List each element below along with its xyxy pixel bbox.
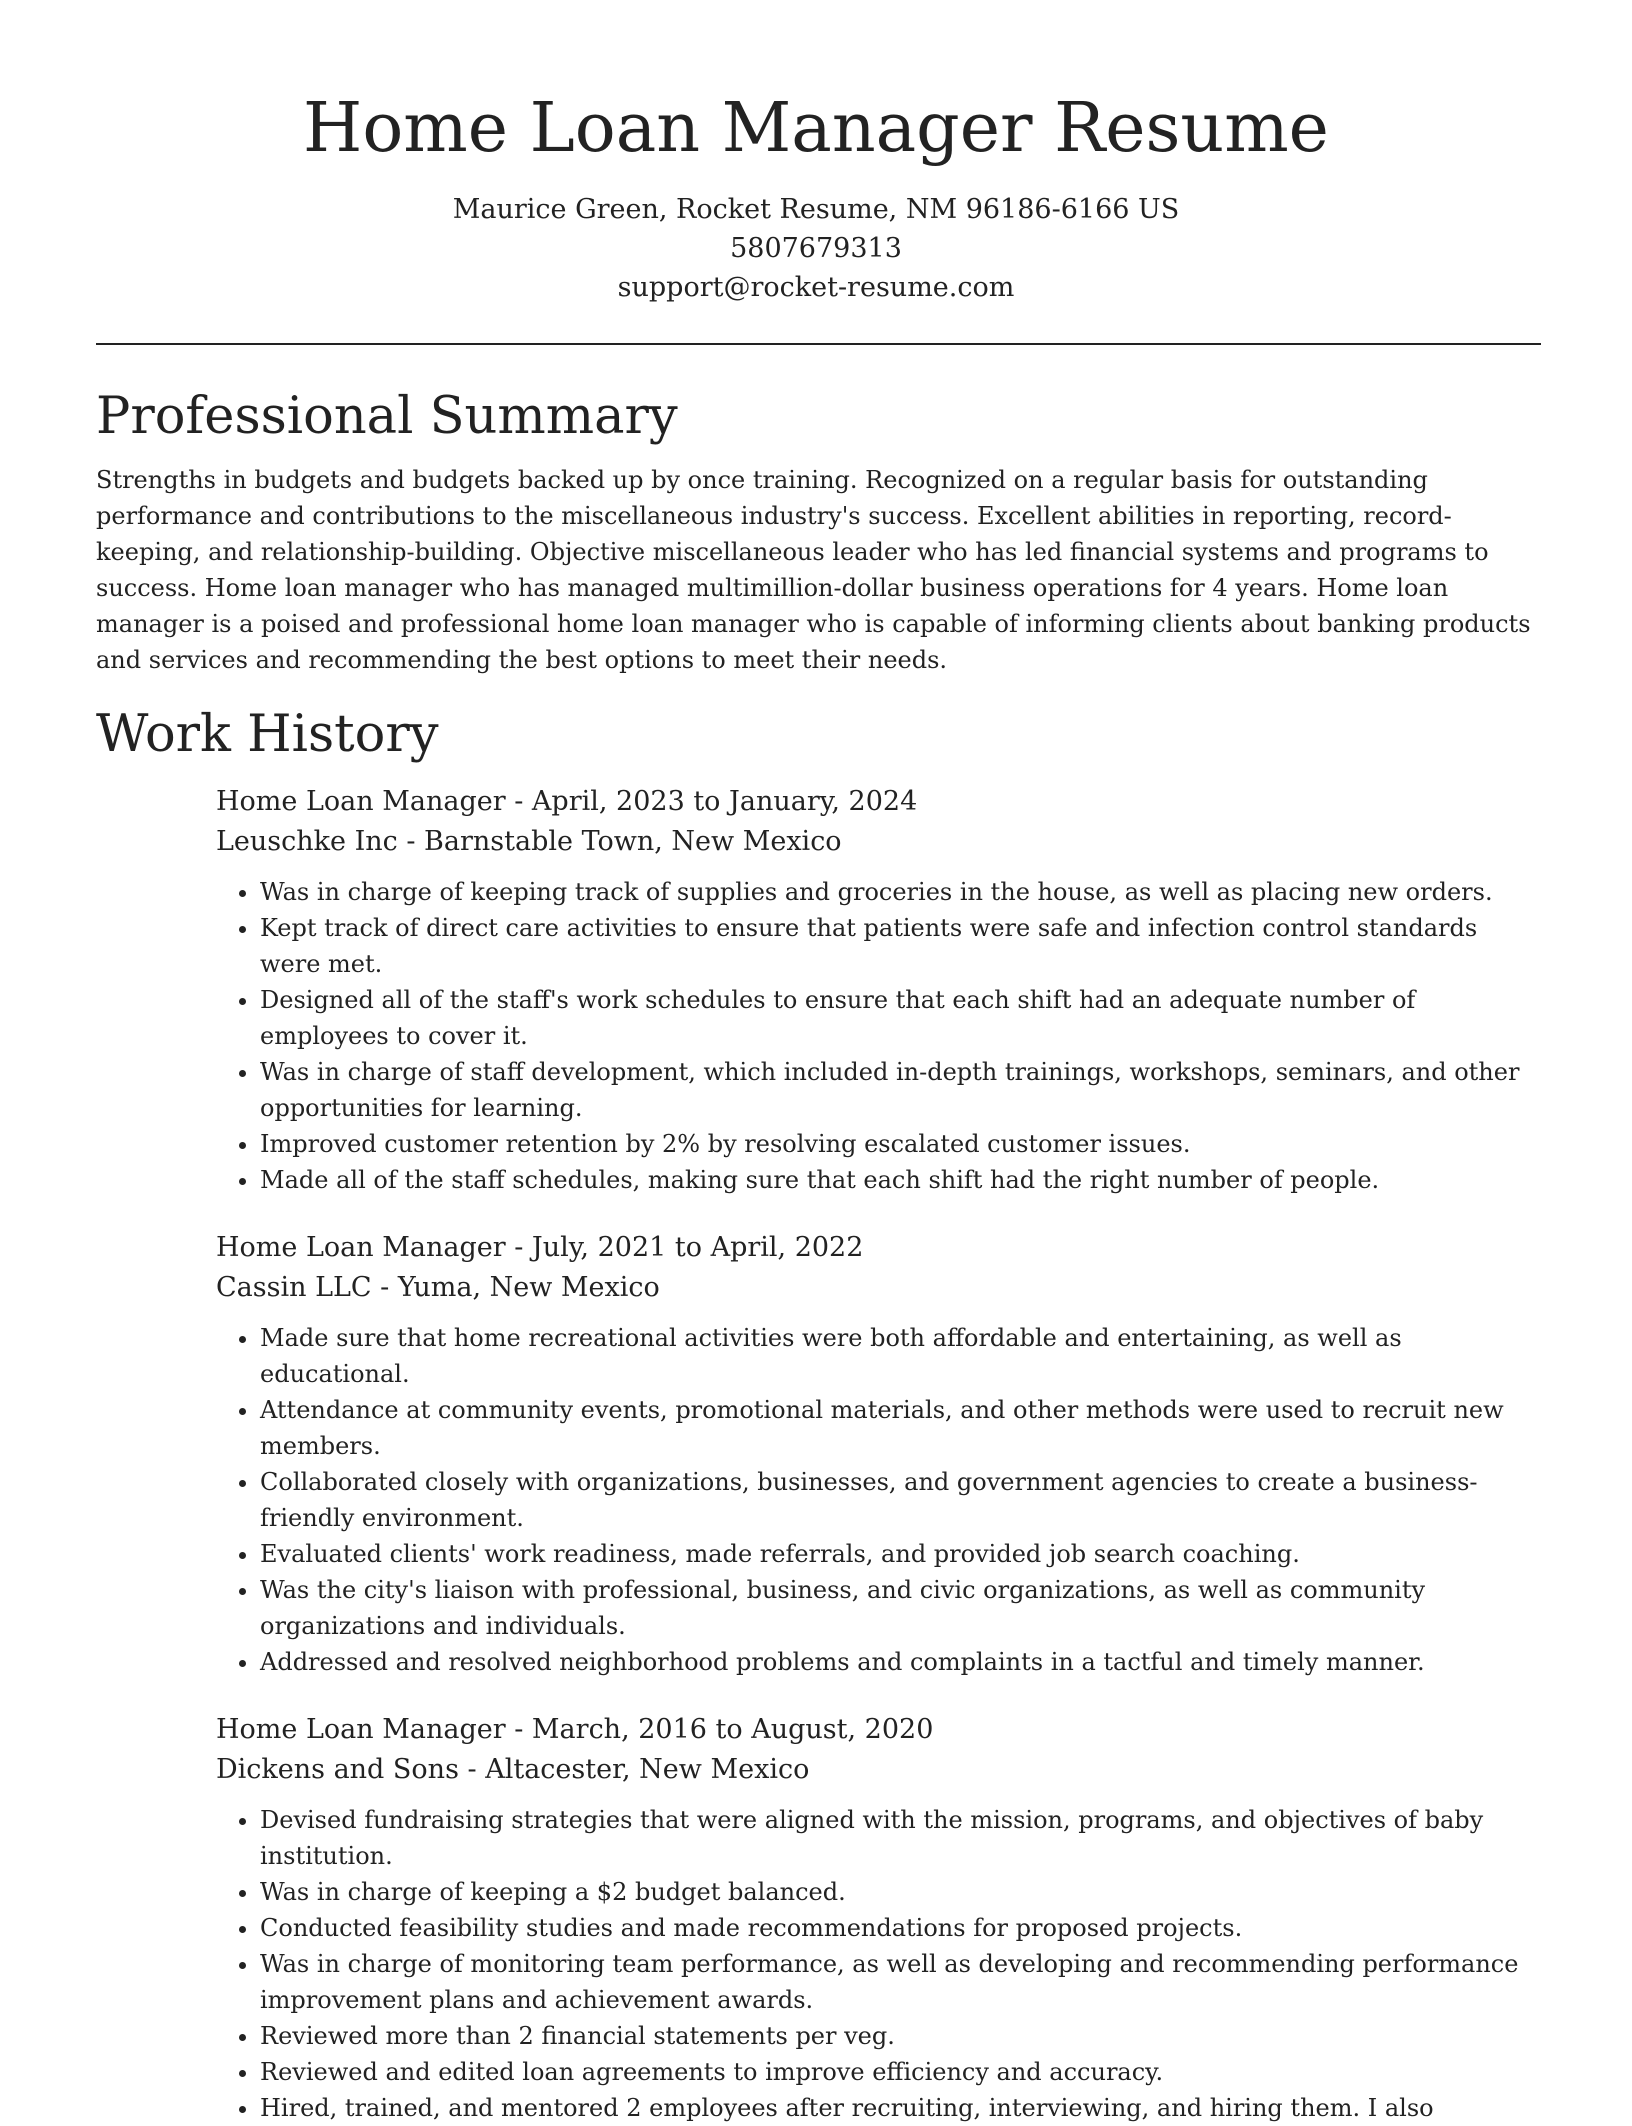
job-bullet: • Evaluated clients' work readiness, made referrals, and provided job search coaching.: [260, 1536, 1541, 1572]
job-bullet: • Devised fundraising strategies that were aligned with the mission, programs, and objectives of baby institution.: [260, 1802, 1541, 1874]
job-bullet: • Was in charge of staff development, which included in-depth trainings, workshops, seminars, and other opportunities for learning.: [260, 1054, 1541, 1126]
job-entry: [216, 782, 1541, 1198]
job-dates: - March, 2016 to August, 2020: [505, 1714, 934, 1745]
job-company-line: [216, 1750, 1541, 1790]
job-location: - Altacester, New Mexico: [458, 1754, 810, 1785]
job-company: Cassin LLC: [216, 1272, 372, 1303]
job-dates: - April, 2023 to January, 2024: [505, 786, 918, 817]
contact-email: support@rocket-resume.com: [617, 272, 1015, 303]
job-bullet: • Reviewed and edited loan agreements to improve efficiency and accuracy.: [260, 2054, 1541, 2090]
job-bullet: • Collaborated closely with organizations, businesses, and government agencies to create a business-friendly environment.: [260, 1464, 1541, 1536]
job-location: - Yuma, New Mexico: [371, 1272, 660, 1303]
resume-header: [0, 0, 1632, 307]
job-title: Home Loan Manager: [216, 786, 506, 817]
job-company: Dickens and Sons: [216, 1754, 459, 1785]
resume-body: [96, 380, 1541, 2126]
job-bullet: • Designed all of the staff's work schedules to ensure that each shift had an adequate number of employees to cover it.: [260, 982, 1541, 1054]
job-bullet: • Was in charge of monitoring team performance, as well as developing and recommending performance improvement plans and achievement awards.: [260, 1946, 1541, 2018]
contact-address: Maurice Green, Rocket Resume, NM 96186-6166 US: [452, 194, 1180, 225]
summary-section: [96, 380, 1541, 678]
job-bullet: • Was the city's liaison with professional, business, and civic organizations, as well as community organizations and individuals.: [260, 1572, 1541, 1644]
job-bullet: • Addressed and resolved neighborhood problems and complaints in a tactful and timely manner.: [260, 1644, 1541, 1680]
job-bullet: • Improved customer retention by 2% by resolving escalated customer issues.: [260, 1126, 1541, 1162]
job-company-line: [216, 1268, 1541, 1308]
contact-info: [0, 190, 1632, 307]
job-bullet: • Attendance at community events, promotional materials, and other methods were used to recruit new members.: [260, 1392, 1541, 1464]
job-title-line: [216, 782, 1541, 822]
header-divider: [96, 343, 1541, 345]
job-title: Home Loan Manager: [216, 1714, 506, 1745]
job-bullet: • Conducted feasibility studies and made recommendations for proposed projects.: [260, 1910, 1541, 1946]
job-bullet: • Was in charge of keeping a $2 budget balanced.: [260, 1874, 1541, 1910]
summary-heading: Professional Summary: [96, 387, 678, 446]
page-title: Home Loan Manager Resume: [303, 89, 1329, 168]
job-dates: - July, 2021 to April, 2022: [505, 1232, 864, 1263]
job-location: - Barnstable Town, New Mexico: [397, 826, 842, 857]
job-bullet: • Was in charge of keeping track of supplies and groceries in the house, as well as placing new orders.: [260, 874, 1541, 910]
job-bullet: • Reviewed more than 2 financial statements per veg.: [260, 2018, 1541, 2054]
job-bullet: • Made all of the staff schedules, making sure that each shift had the right number of people.: [260, 1162, 1541, 1198]
job-company-line: [216, 822, 1541, 862]
job-bullets: [216, 1320, 1541, 1680]
work-history-section: [96, 698, 1541, 2126]
job-title: Home Loan Manager: [216, 1232, 506, 1263]
job-bullets: [216, 1802, 1541, 2126]
contact-phone: 5807679313: [730, 233, 902, 264]
job-entry: [216, 1710, 1541, 2126]
work-history-heading: Work History: [96, 705, 439, 764]
job-bullet: • Made sure that home recreational activities were both affordable and entertaining, as well as educational.: [260, 1320, 1541, 1392]
job-entry: [216, 1228, 1541, 1680]
job-bullets: [216, 874, 1541, 1198]
summary-text: Strengths in budgets and budgets backed up by once training. Recognized on a regular basis for outstanding performance and contributions to the miscellaneous industry's success. Excellent abilities in reporting, record-keeping, and relationship-building. Objective miscellaneous leader who has led financial systems and programs to success. Home loan manager who has managed multimillion-dollar business operations for 4 years. Home loan manager is a poised and professional home loan manager who is capable of informing clients about banking products and services and recommending the best options to meet their needs.: [96, 466, 1531, 674]
job-bullet: • Hired, trained, and mentored 2 employees after recruiting, interviewing, and hiring them. I also: [260, 2090, 1541, 2126]
job-company: Leuschke Inc: [216, 826, 398, 857]
job-bullet: • Kept track of direct care activities to ensure that patients were safe and infection control standards were met.: [260, 910, 1541, 982]
job-title-line: [216, 1228, 1541, 1268]
job-title-line: [216, 1710, 1541, 1750]
